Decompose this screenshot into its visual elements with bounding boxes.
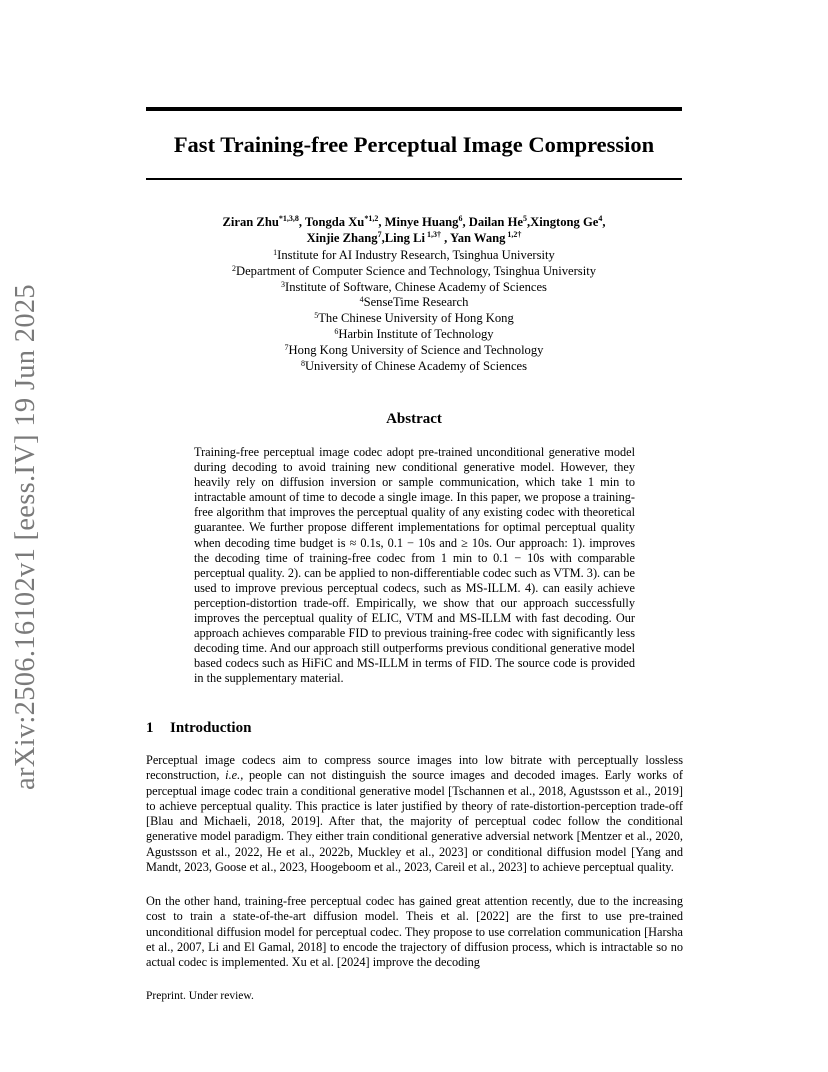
affiliation-text: SenseTime Research	[363, 295, 469, 310]
affiliation	[146, 264, 682, 280]
author-separator: ,	[298, 215, 305, 229]
affiliation-mark: 7	[284, 342, 289, 352]
author-affil-mark: *1,3,8	[278, 213, 299, 223]
author-name: Tongda Xu	[304, 215, 365, 229]
affiliation-mark: 4	[359, 295, 364, 305]
author-separator: ,	[381, 231, 385, 245]
affiliation-mark: 6	[334, 326, 339, 336]
author-separator: ,	[462, 215, 469, 229]
author-affil-mark: 4	[598, 213, 603, 223]
section-number: 1	[146, 720, 154, 736]
author-name: Ling Li	[384, 231, 426, 245]
title-top-rule	[146, 107, 682, 111]
affiliation-mark: 3	[281, 279, 286, 289]
intro-paragraph-1	[146, 753, 683, 875]
author-affil-mark: 1,3†	[425, 229, 442, 239]
abstract-body: Training-free perceptual image codec adopt pre-trained unconditional generative model during decoding to avoid training new conditional generative model. However, they heavily rely on diffusion inversion or sample communication, which take 1 min to intractable amount of time to decode a single image. In this paper, we propose a training-free algorithm that improves the perceptual quality of any existing codec with theoretical guarantee. We further propose different implementations for optimal perceptual quality when decoding time budget is ≈ 0.1s, 0.1 − 10s and ≥ 10s. Our approach: 1). improves the decoding time of training-free codec from 1 min to 0.1 − 10s with comparable perceptual quality. 2). can be applied to non-differentiable codec such as VTM. 3). can be used to improve previous perceptual codecs, such as MS-ILLM. 4). can easily achieve perception-distortion trade-off. Empirically, we show that our approach successfully improves the perceptual quality of ELIC, VTM and MS-ILLM with fast decoding. Our approach achieves comparable FID to previous training-free codec with significantly less decoding time. And our approach still outperforms previous conditional generative model based codecs such as HiFiC and MS-ILLM in terms of FID. The source code is provided in the supplementary material.	[194, 445, 635, 686]
author-name: Xingtong Ge	[530, 215, 599, 229]
affiliation-text: Hong Kong University of Science and Technology	[288, 342, 544, 357]
affiliation-text: University of Chinese Academy of Sciences	[304, 358, 528, 373]
author-separator: ,	[378, 215, 385, 229]
author-name: Ziran Zhu	[222, 215, 279, 229]
author-separator: ,	[526, 215, 531, 229]
section-title: Introduction	[170, 720, 252, 736]
author-affil-mark: 1,2†	[505, 229, 522, 239]
title-bottom-rule	[146, 178, 682, 180]
author-separator: ,	[441, 231, 450, 245]
author-list	[146, 214, 682, 246]
paper-title: Fast Training-free Perceptual Image Compression	[173, 132, 655, 157]
affiliation	[146, 343, 682, 359]
author-name: Minye Huang	[384, 215, 459, 229]
affiliation-text: Department of Computer Science and Technology, Tsinghua University	[236, 263, 596, 278]
author-affil-mark: *1,2	[364, 213, 379, 223]
affiliation-text: Institute for AI Industry Research, Tsinghua University	[277, 248, 555, 262]
affiliation-mark: 1	[273, 248, 278, 257]
affiliation-text: Harbin Institute of Technology	[338, 326, 494, 341]
abstract-heading: Abstract	[386, 411, 442, 427]
author-name: Dailan He	[468, 215, 523, 229]
author-affil-mark: 5	[522, 213, 527, 223]
author-line-2	[146, 230, 682, 246]
affiliation-text: The Chinese University of Hong Kong	[318, 311, 514, 326]
italic-phrase: i.e.,	[225, 768, 244, 783]
footer-note: Preprint. Under review.	[146, 990, 254, 1002]
affiliation	[146, 280, 682, 296]
affiliation-text: Institute of Software, Chinese Academy of Sciences	[285, 279, 547, 294]
author-affil-mark: 6	[458, 213, 463, 223]
arxiv-identifier-text: arXiv:2506.16102v1 [eess.IV] 19 Jun 2025	[10, 284, 41, 790]
author-affil-mark: 7	[377, 229, 382, 239]
affiliation-mark: 5	[314, 311, 319, 321]
author-separator: ,	[602, 215, 606, 229]
section-heading	[146, 720, 251, 737]
affiliation-mark: 2	[232, 263, 236, 273]
paragraph-text: people can not distinguish the source images and decoded images. Early works of perceptual image codec train a conditional generative model [Tschannen et al., 2018, Agustsson et al., 2019] to achieve perceptual quality. This practice is later justified by theory of rate-distortion-perception trade-off [Blau and Michaeli, 2018, 2019]. After that, the majority of perceptual codec follow the conditional generative model paradigm. They either train conditional generative adversial network [Mentzer et al., 2020, Agustsson et al., 2022, He et al., 2022b, Muckley et al., 2023] or conditional diffusion model [Yang and Mandt, 2023, Goose et al., 2023, Hoogeboom et al., 2023, Careil et al., 2023] to achieve perceptual quality.	[146, 768, 683, 875]
author-name: Xinjie Zhang	[306, 231, 378, 245]
affiliation	[146, 327, 682, 343]
affiliation	[146, 248, 682, 264]
affiliation	[146, 295, 682, 311]
affiliation	[146, 311, 682, 327]
affiliation	[146, 359, 682, 375]
affiliation-mark: 8	[300, 358, 305, 368]
author-name: Yan Wang	[450, 231, 506, 245]
paragraph-text: Perceptual image codecs aim to compress source images into low bitrate with perceptually lossless reconstruction,	[146, 753, 683, 783]
intro-paragraph-2: On the other hand, training-free perceptual codec has gained great attention recently, due to the increasing cost to train a state-of-the-art diffusion model. Theis et al. [2022] are the first to use pre-trained unconditional diffusion model for perceptual codec. They propose to use correlation communication [Harsha et al., 2007, Li and El Gamal, 2018] to encode the trajectory of diffusion process, which is intractable so no actual codec is implemented. Xu et al. [2024] improve the decoding	[146, 894, 683, 970]
affiliation-list	[146, 248, 682, 374]
arxiv-identifier	[4, 284, 48, 790]
author-line-1	[146, 214, 682, 230]
